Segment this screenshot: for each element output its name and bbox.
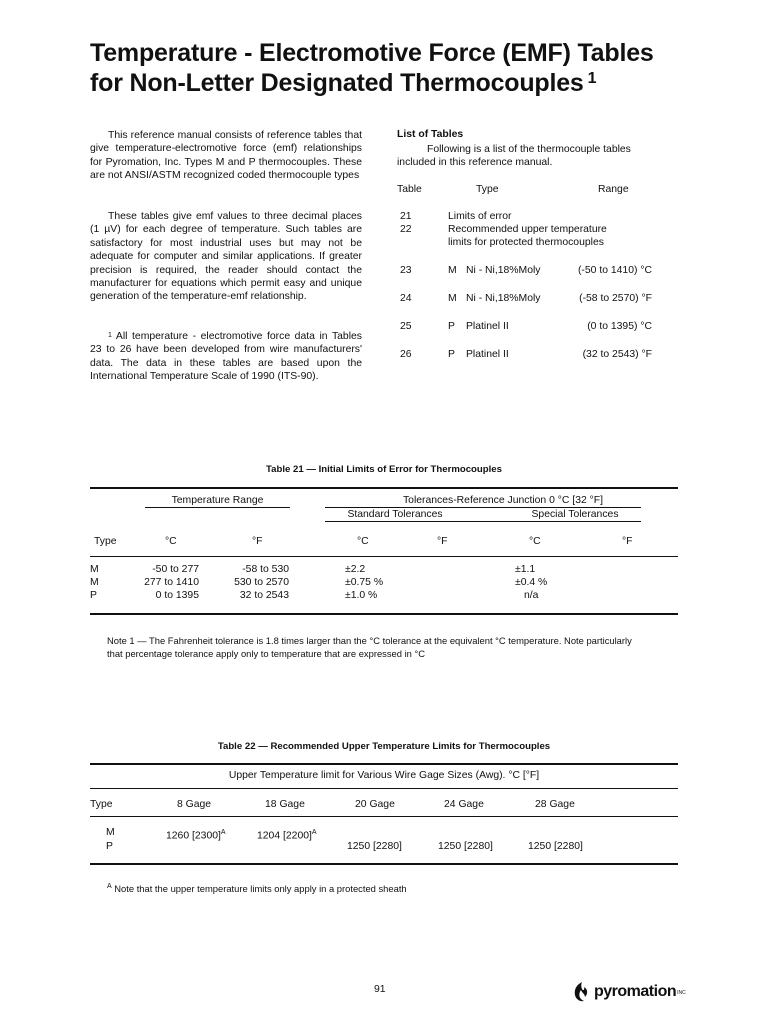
table21-col-spc-f: °F: [622, 536, 633, 547]
table22-row-20gage: 1250 [2280]: [347, 841, 402, 852]
table22-col-18gage: 18 Gage: [265, 799, 305, 810]
lot-row-range: (0 to 1395) °C: [587, 321, 652, 332]
footnote-mark: 1: [108, 332, 112, 339]
table22-group-header: Upper Temperature limit for Various Wire Gage Sizes (Awg). °C [°F]: [228, 770, 540, 781]
lot-row-table: 21: [400, 211, 412, 222]
footnote-paragraph: [90, 330, 362, 384]
table21-col-type: Type: [94, 536, 117, 547]
table22-row-type: M: [106, 827, 115, 838]
table21-row-temp-c: 0 to 1395: [155, 590, 199, 601]
lot-row-table: 23: [400, 265, 412, 276]
list-of-tables-intro: Following is a list of the thermocouple tables included in this reference manual.: [397, 144, 631, 169]
lot-row-table: 22: [400, 224, 412, 235]
table22-row-18gage-value: 1204 [2200]: [257, 830, 312, 842]
table21-row-spc-c: ±0.4 %: [515, 577, 548, 588]
lot-row-letter: M: [448, 293, 457, 304]
lot-row-letter: M: [448, 265, 457, 276]
table22-note-mark: A: [107, 883, 112, 890]
table21-caption: Table 21 — Initial Limits of Error for Thermocouples: [266, 464, 502, 475]
lot-row-type: Ni - Ni,18%Moly: [466, 293, 541, 304]
table21-row-spc-c: n/a: [524, 590, 539, 601]
table21-sub-special: Special Tolerances: [531, 509, 619, 520]
table21-col-temp-c: °C: [165, 536, 177, 547]
table21-row-std-c: ±2.2: [345, 564, 366, 575]
table21-top-rule: [90, 487, 678, 489]
table22-col-28gage: 28 Gage: [535, 799, 575, 810]
table21-group-tolerances: Tolerances-Reference Junction 0 °C [32 °F]: [402, 495, 604, 506]
lot-header-table: Table: [397, 184, 422, 195]
lot-row-type: Recommended upper temperature limits for protected thermocouples: [448, 224, 607, 249]
table22-row-8gage-value: 1260 [2300]: [166, 830, 221, 842]
table21-row-type: M: [90, 564, 99, 575]
lot-row-type: Platinel II: [466, 321, 509, 332]
table21-row-temp-f: 32 to 2543: [239, 590, 289, 601]
intro-paragraph-1: This reference manual consists of reference tables that give temperature-electromotive force (emf) relationships for Pyromation, Inc. Types M and P thermocouples. These are not ANSI/ASTM recognized coded thermocouple types: [90, 130, 362, 182]
table21-row-std-c: ±0.75 %: [345, 577, 384, 588]
title-line-2-text: for Non-Letter Designated Thermocouples: [90, 69, 584, 97]
title-line-1: Temperature - Electromotive Force (EMF) Tables: [90, 39, 654, 67]
pyromation-logo: [572, 981, 686, 1003]
table21-col-spc-c: °C: [529, 536, 541, 547]
lot-row-type: Limits of error: [448, 211, 512, 222]
lot-row-range: (-58 to 2570) °F: [579, 293, 652, 304]
lot-row-range: (32 to 2543) °F: [582, 349, 652, 360]
intro-paragraph-2: These tables give emf values to three decimal places (1 µV) for each degree of temperature. Such tables are satisfactory for most industrial uses but may not be adequate for computer and similar applications. If greater precision is required, the reader should contact the manufacturer for equations which permit easy and unique generation of the temperature-emf relationship.: [90, 211, 362, 303]
page-title: [90, 38, 750, 98]
table22-row-18gage: [257, 826, 317, 842]
flame-swirl-icon: [572, 981, 592, 1003]
table21-row-temp-c: 277 to 1410: [144, 577, 199, 588]
table22-note: [107, 880, 667, 895]
table22-header-rule: [90, 816, 678, 817]
table22-row-18gage-note-mark: A: [311, 829, 317, 836]
table22-note-text: Note that the upper temperature limits only apply in a protected sheath: [114, 883, 407, 895]
list-of-tables-heading: List of Tables: [397, 129, 464, 140]
table22-caption: Table 22 — Recommended Upper Temperature Limits for Thermocouples: [217, 741, 551, 752]
footnote-text: All temperature - electromotive force data in Tables 23 to 26 have been developed from wire manufacturers' data. The data in these tables are based upon the International Temperature Scale of 1990 (ITS-90).: [90, 331, 362, 383]
lot-row-letter: P: [448, 349, 455, 360]
lot-row-type: Ni - Ni,18%Moly: [466, 265, 541, 276]
table22-col-20gage: 20 Gage: [355, 799, 395, 810]
lot-row-letter: P: [448, 321, 455, 332]
table22-col-8gage: 8 Gage: [177, 799, 212, 810]
table22-row-8gage-note-mark: A: [220, 829, 226, 836]
lot-row-table: 24: [400, 293, 412, 304]
table22-col-type: Type: [90, 799, 113, 810]
table22-row-28gage: 1250 [2280]: [528, 841, 583, 852]
lot-row-table: 25: [400, 321, 412, 332]
table21-sub-standard: Standard Tolerances: [347, 509, 443, 520]
table21-note-line-2: that percentage tolerance apply only to temperature that are expressed in °C: [107, 648, 425, 659]
table21-group-temperature: Temperature Range: [171, 495, 264, 506]
lot-row-table: 26: [400, 349, 412, 360]
table21-row-temp-f: 530 to 2570: [234, 577, 289, 588]
lot-header-type: Type: [476, 184, 499, 195]
table21-header-rule: [90, 556, 678, 557]
table21-note-line-1: Note 1 — The Fahrenheit tolerance is 1.8 times larger than the °C tolerance at the equivalent °C temperature. Note particularly: [107, 635, 632, 646]
title-line-2: [90, 68, 750, 98]
lot-row-type: Platinel II: [466, 349, 509, 360]
table22-top-rule: [90, 763, 678, 765]
table21-row-temp-f: -58 to 530: [242, 564, 289, 575]
table22-col-24gage: 24 Gage: [444, 799, 484, 810]
table21-subgroup-rule: [325, 521, 641, 522]
logo-wordmark: pyromation: [594, 983, 677, 1000]
title-footnote-mark: 1: [587, 70, 597, 87]
table21-col-std-c: °C: [357, 536, 369, 547]
table21-row-spc-c: ±1.1: [515, 564, 536, 575]
table22-group-rule: [90, 788, 678, 789]
lot-row-range: (-50 to 1410) °C: [577, 265, 652, 276]
table21-col-std-f: °F: [437, 536, 448, 547]
table21-row-type: M: [90, 577, 99, 588]
table21-row-temp-c: -50 to 277: [152, 564, 199, 575]
logo-trademark: INC: [677, 990, 686, 996]
table21-row-std-c: ±1.0 %: [345, 590, 378, 601]
table21-bottom-rule: [90, 613, 678, 615]
table22-row-8gage: [166, 826, 226, 842]
table21-col-temp-f: °F: [252, 536, 263, 547]
table21-row-type: P: [90, 590, 97, 601]
table22-row-type: P: [106, 841, 113, 852]
table21-temp-group-rule: [145, 507, 290, 508]
page-number: 91: [374, 984, 386, 995]
lot-header-range: Range: [598, 184, 629, 195]
table22-row-24gage: 1250 [2280]: [438, 841, 493, 852]
table22-bottom-rule: [90, 863, 678, 865]
